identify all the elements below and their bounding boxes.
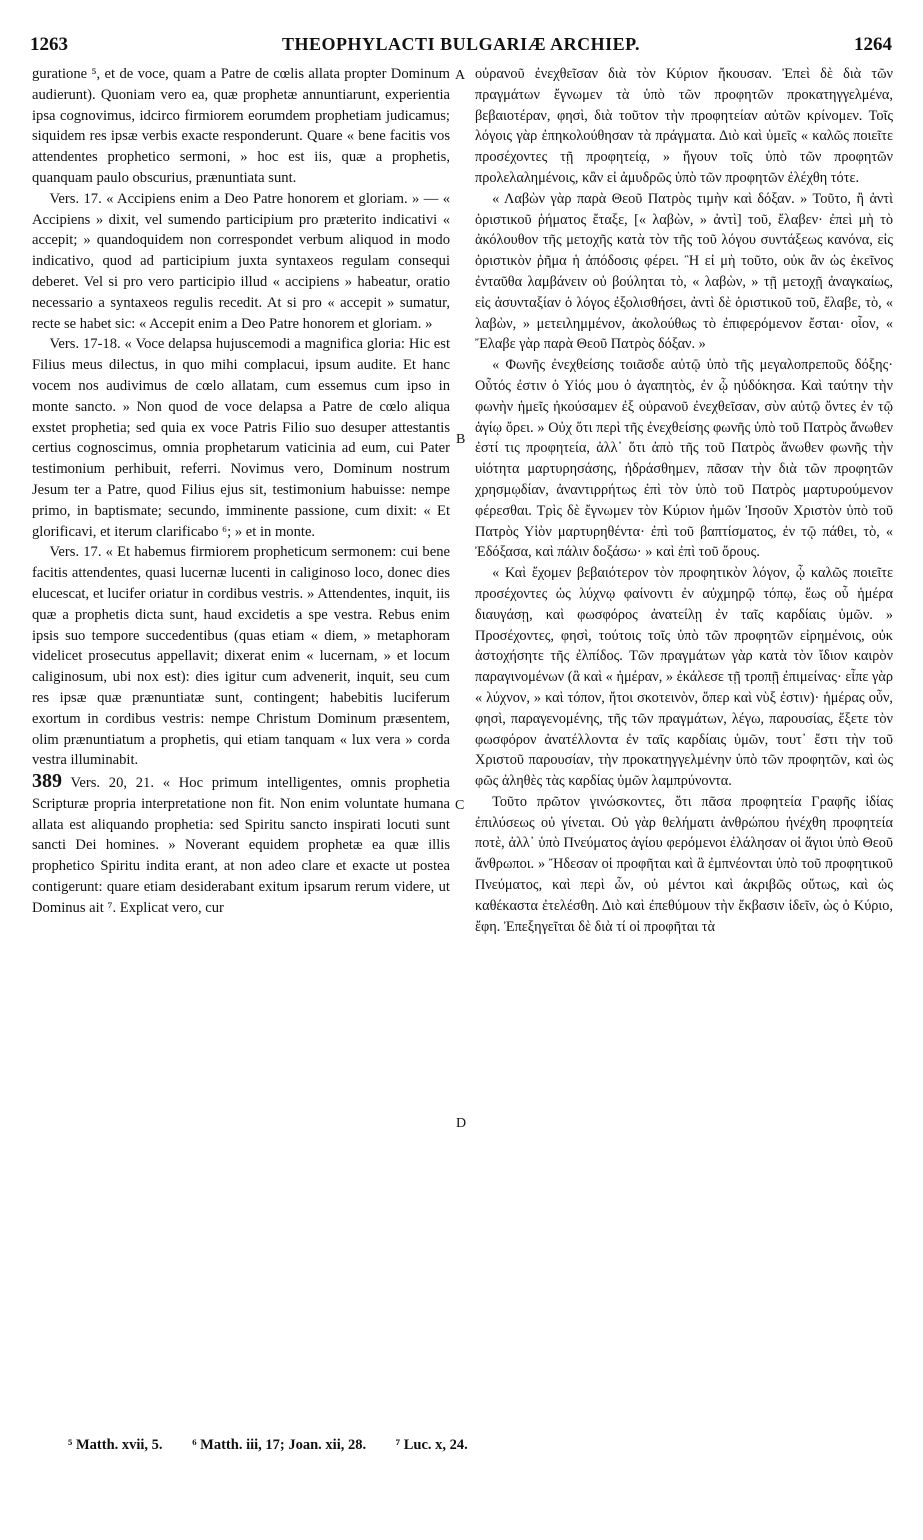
latin-paragraph: Vers. 17-18. « Voce delapsa hujuscemodi a magnifica gloria: Hic est Filius meus dilectus, in quo mihi complacui, ipsum audite. Et hanc vocem nos audivimus de cœlo allatam, cum essemus cum ipso in monte sancto. » Non quod de voce delapsa a Patre de cœlo aliqua exstet prophetia; sed quia ex voce Patris Filio suo desuper attestantis certius cognoscimus, omnia prophetarum vaticinia ad eum, cui Pater testimonium perhibuit, referri. Novimus vero, Dominum nostrum Jesum ter a Patre, quod Filius ejus sit, testimonium habuisse: nempe primo, in baptismate; secundo, imminente passione, cum dixit: « Et glorificavi, et iterum clarificabo ⁶; » et in monte.: [32, 336, 450, 540]
latin-paragraph: [32, 771, 450, 919]
greek-paragraph: Τοῦτο πρῶτον γινώσκοντες, ὅτι πᾶσα προφητεία Γραφῆς ἰδίας ἐπιλύσεως οὐ γίνεται. Οὐ γὰρ θελήματι ἀνθρώπου ἠνέχθη προφητεία ποτὲ, ἀλλ᾽ ὑπὸ Πνεύματος ἁγίου φερόμενοι ἐλάλησαν οἱ ἅγιοι ὑπὸ Θεοῦ ἄνθρωποι. » Ἤδεσαν οἱ προφῆται καὶ ἃ ἐμπνέονται ὑπὸ τοῦ προφητικοῦ Πνεύματος, καὶ περὶ ὧν, οὐ μέντοι καὶ ἀκριβῶς οὕτως, καὶ ὡς καθέκαστα ἐτελέσθη. Διὸ καὶ ἐπεθύμουν τὴν ἔκβασιν ἰδεῖν, ὡς ὁ Κύριο, ἔφη. Ἐπεξηγεῖται δὲ διὰ τί οἱ προφῆται τὰ: [475, 793, 893, 935]
running-head: THEOPHYLACTI BULGARIÆ ARCHIEP.: [282, 34, 640, 54]
page-number-left: 1263: [30, 34, 68, 55]
footnote: ⁶ Matth. iii, 17; Joan. xii, 28.: [192, 1437, 367, 1453]
latin-column: [32, 64, 450, 919]
margin-letter-b: B: [456, 432, 466, 447]
greek-column: [475, 64, 893, 937]
margin-letter-c: C: [455, 798, 465, 813]
greek-paragraph: « Λαβὼν γὰρ παρὰ Θεοῦ Πατρὸς τιμὴν καὶ δόξαν. » Τοῦτο, ἢ ἀντὶ ὁριστικοῦ ῥήματος ἔταξε, [« λαβὼν, » ἀντὶ] τοῦ, ἔλαβεν· ἐπεὶ μὴ τὸ ἀκόλουθον τῆς μετοχῆς κατὰ τὸν τῆς τοῦ λόγου συντάξεως κανόνα, εἰς ὁριστικὸν ῥῆμα ἡ ἀπόδοσις φέρει. Ἢ εἰ μὴ τοῦτο, οὐκ ἂν ὡς ἐκεῖνος ἐνταῦθα λαμβάνειν οὐ βούληται τὸ, « λαβὼν, » τῇ μετοχῇ ἀναγκαίως, εἰς ἀσυνταξίαν ὁ λόγος ἐξολισθήσει, ἀντὶ δὲ ὁριστικοῦ τοῦ, ἔλαβε, τὸ, « λαβὼν, » μετειλημμένον, ἀκολούθως τὸ ἐπιφερόμενον ἔσται· οἷον, « Ἔλαβε γὰρ παρὰ Θεοῦ Πατρὸς δόξαν. »: [475, 190, 893, 353]
margin-letter-a: A: [455, 68, 466, 83]
page-number-right: 1264: [854, 34, 892, 55]
greek-paragraph: « Καὶ ἔχομεν βεβαιότερον τὸν προφητικὸν λόγον, ᾧ καλῶς ποιεῖτε προσέχοντες ὡς λύχνῳ φαίνοντι ἐν αὐχμηρῷ τόπῳ, ἕως οὗ ἡμέρα διαυγάσῃ, καὶ φωσφόρος ἀνατείλῃ ἐν ταῖς καρδίαις ὑμῶν. » Προσέχοντες, φησὶ, τούτοις τοῖς ὑπὸ τῶν προφητῶν εἰρημένοις, οὐκ ἀστοχήσητε τῆς ἐλπίδος. Τῶν πραγμάτων γὰρ κατὰ τὸν ἴδιον καιρὸν παραγινομένων (ἃ καὶ « ἡμέραν, » ἐκάλεσε τῇ τροπῇ ἐπιμείνας· εἶπε γὰρ « λύχνον, » καὶ τόπον, ἤτοι σκοτεινὸν, ὅπερ καὶ νὺξ ἐστιν)· ἡμέρας οὖν, φησὶ, παραγενομένης, τῆς τῶν πραγμάτων, λέγω, παρουσίας, ἕξετε τὸν φωσφόρον ἀνατέλλοντα ἐν ταῖς καρδίαις ὑμῶν, τουτ᾽ ἔστι τὴν τοῦ Χριστοῦ παρουσίαν, τὴν προκατηγγελμένην ὑπὸ τῶν προφητῶν, καὶ ὡς φῶς ἀληθὲς τὰς καρδίας ὑμῶν λαμπρύνοντα.: [475, 565, 893, 790]
latin-paragraph-text: Vers. 20, 21. « Hoc primum intelligentes, omnis prophetia Scripturæ propria interpretatione non fit. Non enim voluntate humana allata est aliquando prophetia: sed Spiritu sancto inspirati locuti sunt sancti Dei homines. » Noverant equidem prophetæ ea quæ illis prophetico Spiritu indita erant, at non adeo clare et exacte ut postea contigerunt: quare etiam desiderabant exitum ipsarum rerum videre, ut Dominus ait ⁷. Explicat vero, cur: [32, 775, 450, 916]
page-header: [30, 34, 892, 60]
column-number: 389: [32, 770, 62, 793]
margin-letter-d: D: [456, 1116, 467, 1131]
footnotes: [68, 1437, 888, 1454]
greek-paragraph: « Φωνῆς ἐνεχθείσης τοιᾶσδε αὐτῷ ὑπὸ τῆς μεγαλοπρεποῦς δόξης· Οὗτός ἐστιν ὁ Υἱός μου ὁ ἀγαπητὸς, ἐν ᾧ ηὐδόκησα. Καὶ ταύτην τὴν φωνὴν ἡμεῖς ἠκούσαμεν ἐξ οὐρανοῦ ἐνεχθεῖσαν, σὺν αὐτῷ ὄντες ἐν τῷ ἁγίῳ ὄρει. » Οὐχ ὅτι περὶ τῆς ἐνεχθείσης φωνῆς ὑπὸ τοῦ Πατρὸς ἄνωθεν ἐστί τις προφητεία, ἀλλ᾽ ὅτι ἀπὸ τῆς τοῦ Πατρὸς ἄνωθεν φωνῆς τὴν υἱότητα μαρτυρησάσης, ἠδράσθημεν, πᾶσαν τὴν διὰ τῶν προφητῶν χρησμῳδίαν, ἀναντιρρήτως ἐπὶ τὸν ὑπὸ τοῦ Πατρὸς μαρτυρούμενον φέρεσθαι. Τρὶς δὲ ἔγνωμεν τὸν Κύριον ἡμῶν Ἰησοῦν Χριστὸν ὑπὸ τοῦ Πατρὸς Υἱὸν μαρτυρηθέντα· ἐπὶ τοῦ βαπτίσματος, ἐν τῷ πάθει, τὸ, « Ἐδόξασα, καὶ πάλιν δοξάσω· » καὶ ἐπὶ τοῦ ὄρους.: [475, 357, 893, 561]
footnote: ⁷ Luc. x, 24.: [395, 1437, 468, 1453]
latin-paragraph: guratione ⁵, et de voce, quam a Patre de cœlis allata propter Dominum audierunt). Quoniam vero ea, quæ prophetæ annuntiarunt, experientia ipsa cognovimus, idcirco firmiorem eorumdem prophetiam judicamus; siquidem res ipsæ verbis exacte responderunt. Quare « bene facitis vos attendentes prophetico sermoni, » hoc est iis, quæ a prophetis, quanquam paulo obscurius, prænuntiata sunt.: [32, 66, 450, 186]
latin-paragraph: Vers. 17. « Accipiens enim a Deo Patre honorem et gloriam. » — « Accipiens » dixit, vel sumendo participium pro præterito indicativi « accepit; » quandoquidem non correspondet verbum aliquod in modo indicativo, quod ad participium juxta syntaxeos regulam consequi deberet. Vel si pro vero participio illud « accipiens » habeatur, oratio necessario a syntaxeos regulis recedit. At si pro « accepit » sumatur, recte se habet sic: « Accepit enim a Deo Patre honorem et gloriam. »: [32, 190, 450, 332]
latin-paragraph: Vers. 17. « Et habemus firmiorem propheticum sermonem: cui bene facitis attendentes, quasi lucernæ lucenti in caliginoso loco, donec dies elucescat, et lucifer oriatur in cordibus vestris. » Attendentes, inquit, iis quæ a prophetis dicta sunt, haud excidetis a spe vestra. Rebus enim ipsis suo tempore succedentibus (quas etiam « diem, » metaphoram videlicet prosecutus appellavit; dixerat enim « lucernam, » et locum caliginosum, ubi nox est): dies igitur cum advenerit, inquit, seu cum res ipsæ quæ prænuntiatæ sunt, contingent; habebitis luciferum exortum in cordibus vestris: nempe Christum Dominum præsentem, olim prænuntiatum a prophetis, qui etiam tanquam « lux vera » corda vestra illuminabit.: [32, 544, 450, 769]
greek-paragraph: οὐρανοῦ ἐνεχθεῖσαν διὰ τὸν Κύριον ἤκουσαν. Ἐπεὶ δὲ διὰ τῶν πραγμάτων ἔγνωμεν τὰ ὑπὸ τῶν προφητῶν προκατηγγελμένα, βεβαιοτέραν, φησὶ, διὰ τοῦτον τὴν προφητείαν αὐτῶν κρίνομεν. Τοῖς λόγοις γὰρ ἐπηκολούθησαν τὰ πράγματα. Διὸ καὶ ὑμεῖς « καλῶς ποιεῖτε προσέχοντες τῇ προφητείᾳ, » ἤγουν τοῖς ὑπὸ τῶν προφητῶν προλελαλημένοις, κἂν εἰ ἀμυδρῶς ὑπὸ τῶν προφητῶν ἐλέχθη τότε.: [475, 66, 893, 186]
footnote: ⁵ Matth. xvii, 5.: [68, 1437, 163, 1453]
